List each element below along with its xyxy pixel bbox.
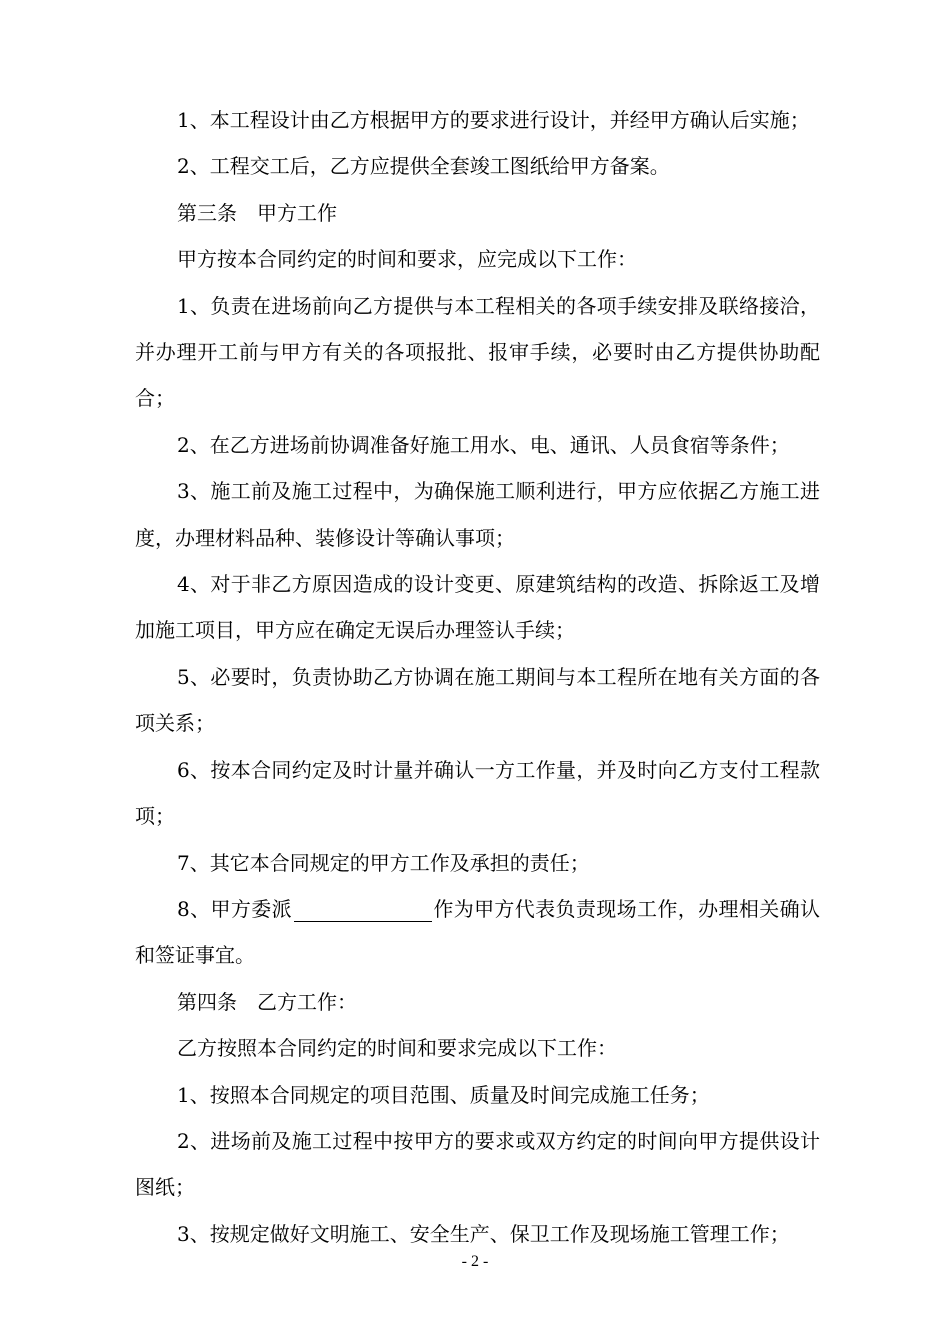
article-4-heading: 第四条 乙方工作：	[177, 989, 357, 1014]
contract-body	[135, 97, 820, 1257]
article-4-intro: 乙方按照本合同约定的时间和要求完成以下工作：	[177, 1036, 617, 1061]
party-a-duty-4: 4、对于非乙方原因造成的设计变更、原建筑结构的改造、拆除返工及增加施工项目，甲方应在确定无误后办理签认手续；	[135, 572, 820, 643]
clause-design-2: 2、工程交工后，乙方应提供全套竣工图纸给甲方备案。	[177, 154, 670, 179]
article-3-intro: 甲方按本合同约定的时间和要求，应完成以下工作：	[177, 247, 637, 272]
article-3-heading: 第三条 甲方工作	[177, 200, 337, 225]
duty-8-suffix: 作为甲方代表负责现场工作，办理相关确认和签证事宜。	[135, 896, 820, 968]
party-a-duty-7: 7、其它本合同规定的甲方工作及承担的责任；	[177, 850, 590, 875]
clause-design-1: 1、本工程设计由乙方根据甲方的要求进行设计，并经甲方确认后实施；	[177, 108, 810, 132]
party-b-duty-3: 3、按规定做好文明施工、安全生产、保卫工作及现场施工管理工作；	[177, 1221, 790, 1246]
party-b-duty-2: 2、进场前及施工过程中按甲方的要求或双方约定的时间向甲方提供设计图纸；	[135, 1128, 820, 1200]
party-a-duty-5: 5、必要时，负责协助乙方协调在施工期间与本工程所在地有关方面的各项关系；	[135, 664, 820, 736]
party-a-duty-2: 2、在乙方进场前协调准备好施工用水、电、通讯、人员食宿等条件；	[177, 432, 790, 457]
duty-8-prefix: 8、甲方委派	[177, 896, 292, 921]
representative-name-blank	[294, 899, 432, 922]
party-a-duty-6: 6、按本合同约定及时计量并确认一方工作量，并及时向乙方支付工程款项；	[135, 757, 820, 829]
party-a-duty-8	[135, 886, 820, 979]
party-a-duty-1: 1、负责在进场前向乙方提供与本工程相关的各项手续安排及联络接洽，并办理开工前与甲方有关的各项报批、报审手续，必要时由乙方提供协助配合；	[135, 293, 820, 411]
page-number: - 2 -	[461, 1253, 489, 1270]
party-b-duty-1: 1、按照本合同规定的项目范围、质量及时间完成施工任务；	[177, 1082, 710, 1107]
party-a-duty-3: 3、施工前及施工过程中，为确保施工顺利进行，甲方应依据乙方施工进度，办理材料品种、装修设计等确认事项；	[135, 479, 820, 550]
